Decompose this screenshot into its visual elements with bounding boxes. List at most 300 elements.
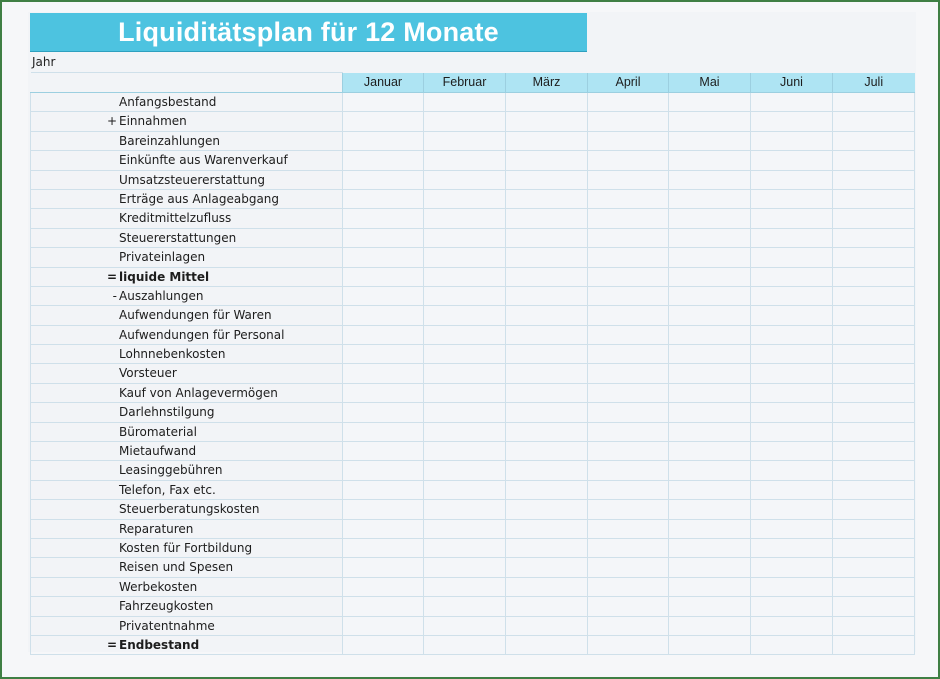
value-cell[interactable] (424, 480, 506, 499)
table-row (31, 170, 915, 189)
table-row (31, 616, 915, 635)
value-cell[interactable] (833, 538, 915, 557)
value-cell[interactable] (343, 538, 424, 557)
value-cell[interactable] (833, 480, 915, 499)
value-cell[interactable] (506, 170, 588, 189)
value-cell[interactable] (506, 403, 588, 422)
value-cell[interactable] (343, 422, 424, 441)
row-label-cell[interactable] (31, 538, 343, 557)
value-cell[interactable] (833, 364, 915, 383)
value-cell[interactable] (588, 112, 669, 131)
value-cell[interactable] (751, 635, 833, 654)
table-row (31, 577, 915, 596)
value-cell[interactable] (506, 500, 588, 519)
value-cell[interactable] (343, 189, 424, 208)
value-cell[interactable] (669, 500, 751, 519)
table-row (31, 538, 915, 557)
value-cell[interactable] (588, 442, 669, 461)
value-cell[interactable] (669, 131, 751, 150)
value-cell[interactable] (343, 616, 424, 635)
table-row (31, 364, 915, 383)
table-row (31, 286, 915, 305)
table-row (31, 151, 915, 170)
value-cell[interactable] (343, 131, 424, 150)
value-cell[interactable] (751, 93, 833, 112)
value-cell[interactable] (588, 461, 669, 480)
value-cell[interactable] (751, 519, 833, 538)
table-row (31, 248, 915, 267)
row-label: Büromaterial (119, 424, 197, 439)
row-label: Darlehnstilgung (119, 405, 215, 420)
table-row (31, 131, 915, 150)
value-cell[interactable] (588, 500, 669, 519)
value-cell[interactable] (751, 325, 833, 344)
row-label: Lohnnebenkosten (119, 347, 226, 362)
row-sign: - (112, 288, 117, 303)
value-cell[interactable] (343, 577, 424, 596)
value-cell[interactable] (751, 364, 833, 383)
value-cell[interactable] (669, 577, 751, 596)
value-cell[interactable] (833, 442, 915, 461)
value-cell[interactable] (833, 170, 915, 189)
row-label-cell[interactable] (31, 519, 343, 538)
value-cell[interactable] (669, 538, 751, 557)
value-cell[interactable] (506, 112, 588, 131)
value-cell[interactable] (669, 519, 751, 538)
value-cell[interactable] (424, 422, 506, 441)
value-cell[interactable] (833, 228, 915, 247)
value-cell[interactable] (506, 189, 588, 208)
value-cell[interactable] (343, 228, 424, 247)
value-cell[interactable] (833, 306, 915, 325)
row-label: Steuerberatungskosten (119, 502, 260, 517)
value-cell[interactable] (751, 286, 833, 305)
value-cell[interactable] (424, 577, 506, 596)
value-cell[interactable] (751, 403, 833, 422)
value-cell[interactable] (588, 635, 669, 654)
value-cell[interactable] (424, 558, 506, 577)
value-cell[interactable] (424, 345, 506, 364)
value-cell[interactable] (588, 170, 669, 189)
value-cell[interactable] (588, 558, 669, 577)
row-label-cell[interactable] (31, 248, 343, 267)
row-label-cell[interactable] (31, 597, 343, 616)
value-cell[interactable] (669, 93, 751, 112)
value-cell[interactable] (588, 131, 669, 150)
value-cell[interactable] (506, 345, 588, 364)
value-cell[interactable] (343, 170, 424, 189)
value-cell[interactable] (424, 500, 506, 519)
value-cell[interactable] (424, 93, 506, 112)
liquidity-table (30, 72, 915, 655)
value-cell[interactable] (424, 151, 506, 170)
value-cell[interactable] (669, 422, 751, 441)
value-cell[interactable] (506, 383, 588, 402)
value-cell[interactable] (506, 325, 588, 344)
value-cell[interactable] (833, 248, 915, 267)
value-cell[interactable] (751, 597, 833, 616)
row-label-cell[interactable] (31, 93, 343, 112)
value-cell[interactable] (669, 228, 751, 247)
value-cell[interactable] (343, 442, 424, 461)
month-header-5: Juni (751, 73, 833, 93)
row-label-cell[interactable] (31, 383, 343, 402)
row-label-cell[interactable] (31, 189, 343, 208)
value-cell[interactable] (506, 364, 588, 383)
row-sign: = (106, 269, 117, 284)
table-row (31, 228, 915, 247)
value-cell[interactable] (343, 151, 424, 170)
value-cell[interactable] (506, 577, 588, 596)
value-cell[interactable] (506, 209, 588, 228)
value-cell[interactable] (833, 383, 915, 402)
value-cell[interactable] (506, 616, 588, 635)
table-row (31, 209, 915, 228)
row-label-cell[interactable] (31, 442, 343, 461)
value-cell[interactable] (506, 519, 588, 538)
value-cell[interactable] (588, 403, 669, 422)
value-cell[interactable] (833, 577, 915, 596)
value-cell[interactable] (506, 635, 588, 654)
row-label-cell[interactable] (31, 209, 343, 228)
value-cell[interactable] (669, 480, 751, 499)
value-cell[interactable] (669, 306, 751, 325)
row-label: Endbestand (119, 637, 200, 652)
value-cell[interactable] (669, 112, 751, 131)
value-cell[interactable] (751, 112, 833, 131)
row-label-cell[interactable] (31, 480, 343, 499)
value-cell[interactable] (751, 538, 833, 557)
value-cell[interactable] (506, 151, 588, 170)
page-title: Liquiditätsplan für 12 Monate (30, 13, 587, 52)
row-label-cell[interactable] (31, 151, 343, 170)
value-cell[interactable] (343, 403, 424, 422)
table-row (31, 403, 915, 422)
value-cell[interactable] (751, 267, 833, 286)
row-label-cell[interactable] (31, 131, 343, 150)
year-label: Jahr (32, 55, 56, 69)
value-cell[interactable] (588, 538, 669, 557)
value-cell[interactable] (588, 519, 669, 538)
value-cell[interactable] (424, 112, 506, 131)
value-cell[interactable] (506, 538, 588, 557)
month-header-4: Mai (669, 73, 751, 93)
row-label: Werbekosten (119, 579, 198, 594)
row-label: Kreditmittelzufluss (119, 211, 232, 226)
value-cell[interactable] (669, 597, 751, 616)
value-cell[interactable] (751, 383, 833, 402)
row-label-cell[interactable] (31, 170, 343, 189)
row-label: Privatentnahme (119, 618, 215, 633)
value-cell[interactable] (669, 170, 751, 189)
value-cell[interactable] (669, 558, 751, 577)
table-row (31, 325, 915, 344)
value-cell[interactable] (833, 93, 915, 112)
value-cell[interactable] (588, 480, 669, 499)
table-row (31, 635, 915, 654)
row-label-cell[interactable] (31, 635, 343, 654)
value-cell[interactable] (833, 500, 915, 519)
value-cell[interactable] (751, 422, 833, 441)
value-cell[interactable] (424, 228, 506, 247)
value-cell[interactable] (669, 461, 751, 480)
value-cell[interactable] (833, 635, 915, 654)
row-label: Bareinzahlungen (119, 133, 220, 148)
row-label: Reisen und Spesen (119, 560, 234, 575)
value-cell[interactable] (343, 306, 424, 325)
value-cell[interactable] (833, 403, 915, 422)
value-cell[interactable] (588, 93, 669, 112)
value-cell[interactable] (833, 151, 915, 170)
value-cell[interactable] (343, 267, 424, 286)
row-label-cell[interactable] (31, 228, 343, 247)
month-header-1: Februar (424, 73, 506, 93)
value-cell[interactable] (588, 616, 669, 635)
value-cell[interactable] (751, 500, 833, 519)
table-row (31, 519, 915, 538)
value-cell[interactable] (588, 228, 669, 247)
value-cell[interactable] (424, 403, 506, 422)
row-label: Aufwendungen für Personal (119, 327, 285, 342)
value-cell[interactable] (424, 248, 506, 267)
value-cell[interactable] (751, 480, 833, 499)
table-row (31, 189, 915, 208)
row-label-cell[interactable] (31, 306, 343, 325)
row-label: Einkünfte aus Warenverkauf (119, 153, 288, 168)
value-cell[interactable] (669, 635, 751, 654)
value-cell[interactable] (343, 325, 424, 344)
row-label: Steuererstattungen (119, 230, 237, 245)
value-cell[interactable] (506, 228, 588, 247)
row-label-cell[interactable] (31, 112, 343, 131)
value-cell[interactable] (506, 480, 588, 499)
row-label-cell[interactable] (31, 616, 343, 635)
table-row (31, 383, 915, 402)
row-label: Umsatzsteuererstattung (119, 172, 265, 187)
value-cell[interactable] (506, 597, 588, 616)
value-cell[interactable] (343, 558, 424, 577)
value-cell[interactable] (424, 286, 506, 305)
table-body (31, 93, 915, 655)
value-cell[interactable] (424, 131, 506, 150)
value-cell[interactable] (751, 558, 833, 577)
value-cell[interactable] (343, 112, 424, 131)
value-cell[interactable] (669, 442, 751, 461)
value-cell[interactable] (669, 209, 751, 228)
value-cell[interactable] (588, 422, 669, 441)
value-cell[interactable] (751, 170, 833, 189)
row-label-cell[interactable] (31, 500, 343, 519)
row-label: Aufwendungen für Waren (119, 308, 272, 323)
row-label: Auszahlungen (119, 288, 204, 303)
value-cell[interactable] (669, 325, 751, 344)
value-cell[interactable] (343, 480, 424, 499)
value-cell[interactable] (343, 286, 424, 305)
value-cell[interactable] (669, 248, 751, 267)
row-label: liquide Mittel (119, 269, 210, 284)
value-cell[interactable] (424, 616, 506, 635)
row-label-cell[interactable] (31, 461, 343, 480)
table-row (31, 500, 915, 519)
value-cell[interactable] (751, 189, 833, 208)
value-cell[interactable] (588, 345, 669, 364)
value-cell[interactable] (669, 383, 751, 402)
value-cell[interactable] (424, 383, 506, 402)
value-cell[interactable] (424, 364, 506, 383)
value-cell[interactable] (506, 306, 588, 325)
row-label-cell[interactable] (31, 345, 343, 364)
value-cell[interactable] (833, 558, 915, 577)
value-cell[interactable] (506, 461, 588, 480)
value-cell[interactable] (424, 519, 506, 538)
value-cell[interactable] (833, 189, 915, 208)
row-label-cell[interactable] (31, 364, 343, 383)
row-label: Einnahmen (119, 114, 187, 129)
value-cell[interactable] (343, 364, 424, 383)
value-cell[interactable] (588, 248, 669, 267)
table-row (31, 461, 915, 480)
month-header-2: März (506, 73, 588, 93)
value-cell[interactable] (343, 635, 424, 654)
value-cell[interactable] (343, 519, 424, 538)
month-header-0: Januar (343, 73, 424, 93)
row-label: Fahrzeugkosten (119, 599, 214, 614)
value-cell[interactable] (588, 364, 669, 383)
value-cell[interactable] (833, 267, 915, 286)
value-cell[interactable] (424, 189, 506, 208)
value-cell[interactable] (588, 306, 669, 325)
row-label: Kosten für Fortbildung (119, 540, 253, 555)
value-cell[interactable] (424, 325, 506, 344)
value-cell[interactable] (588, 189, 669, 208)
value-cell[interactable] (833, 325, 915, 344)
value-cell[interactable] (424, 597, 506, 616)
row-label: Privateinlagen (119, 250, 206, 265)
month-header-6: Juli (833, 73, 915, 93)
row-label: Kauf von Anlagevermögen (119, 385, 278, 400)
row-label-cell[interactable] (31, 558, 343, 577)
value-cell[interactable] (751, 248, 833, 267)
value-cell[interactable] (424, 170, 506, 189)
value-cell[interactable] (669, 267, 751, 286)
value-cell[interactable] (588, 151, 669, 170)
value-cell[interactable] (833, 616, 915, 635)
value-cell[interactable] (343, 93, 424, 112)
value-cell[interactable] (751, 616, 833, 635)
month-header-3: April (588, 73, 669, 93)
value-cell[interactable] (833, 345, 915, 364)
value-cell[interactable] (343, 461, 424, 480)
value-cell[interactable] (751, 209, 833, 228)
value-cell[interactable] (506, 422, 588, 441)
value-cell[interactable] (669, 151, 751, 170)
value-cell[interactable] (506, 93, 588, 112)
row-label-cell[interactable] (31, 325, 343, 344)
value-cell[interactable] (506, 131, 588, 150)
value-cell[interactable] (751, 577, 833, 596)
row-label: Reparaturen (119, 521, 194, 536)
value-cell[interactable] (751, 345, 833, 364)
value-cell[interactable] (751, 306, 833, 325)
value-cell[interactable] (588, 597, 669, 616)
header-corner-cell (31, 73, 343, 93)
value-cell[interactable] (588, 286, 669, 305)
row-label-cell[interactable] (31, 286, 343, 305)
row-sign: + (106, 114, 117, 129)
table-row (31, 267, 915, 286)
value-cell[interactable] (424, 306, 506, 325)
value-cell[interactable] (751, 442, 833, 461)
value-cell[interactable] (506, 267, 588, 286)
row-label-cell[interactable] (31, 577, 343, 596)
row-label-cell[interactable] (31, 403, 343, 422)
table-row (31, 306, 915, 325)
value-cell[interactable] (833, 597, 915, 616)
value-cell[interactable] (833, 286, 915, 305)
value-cell[interactable] (751, 131, 833, 150)
value-cell[interactable] (751, 151, 833, 170)
value-cell[interactable] (669, 345, 751, 364)
value-cell[interactable] (588, 209, 669, 228)
value-cell[interactable] (669, 364, 751, 383)
value-cell[interactable] (751, 461, 833, 480)
value-cell[interactable] (588, 267, 669, 286)
value-cell[interactable] (506, 286, 588, 305)
value-cell[interactable] (343, 383, 424, 402)
row-label-cell[interactable] (31, 422, 343, 441)
value-cell[interactable] (833, 519, 915, 538)
row-label: Erträge aus Anlageabgang (119, 191, 280, 206)
table-row (31, 442, 915, 461)
value-cell[interactable] (833, 422, 915, 441)
value-cell[interactable] (424, 442, 506, 461)
value-cell[interactable] (506, 442, 588, 461)
table-row (31, 480, 915, 499)
table-row (31, 597, 915, 616)
value-cell[interactable] (833, 461, 915, 480)
value-cell[interactable] (424, 209, 506, 228)
value-cell[interactable] (424, 267, 506, 286)
value-cell[interactable] (833, 112, 915, 131)
value-cell[interactable] (669, 286, 751, 305)
value-cell[interactable] (506, 248, 588, 267)
value-cell[interactable] (833, 209, 915, 228)
value-cell[interactable] (669, 403, 751, 422)
table-row (31, 93, 915, 112)
row-label: Leasinggebühren (119, 463, 223, 478)
value-cell[interactable] (343, 345, 424, 364)
value-cell[interactable] (669, 189, 751, 208)
value-cell[interactable] (751, 228, 833, 247)
value-cell[interactable] (588, 577, 669, 596)
value-cell[interactable] (588, 383, 669, 402)
table-row (31, 422, 915, 441)
table-row (31, 558, 915, 577)
value-cell[interactable] (343, 597, 424, 616)
value-cell[interactable] (506, 558, 588, 577)
value-cell[interactable] (424, 461, 506, 480)
value-cell[interactable] (424, 538, 506, 557)
value-cell[interactable] (343, 248, 424, 267)
row-sign: = (106, 637, 117, 652)
value-cell[interactable] (424, 635, 506, 654)
value-cell[interactable] (833, 131, 915, 150)
value-cell[interactable] (343, 500, 424, 519)
value-cell[interactable] (588, 325, 669, 344)
value-cell[interactable] (669, 616, 751, 635)
value-cell[interactable] (343, 209, 424, 228)
row-label-cell[interactable] (31, 267, 343, 286)
